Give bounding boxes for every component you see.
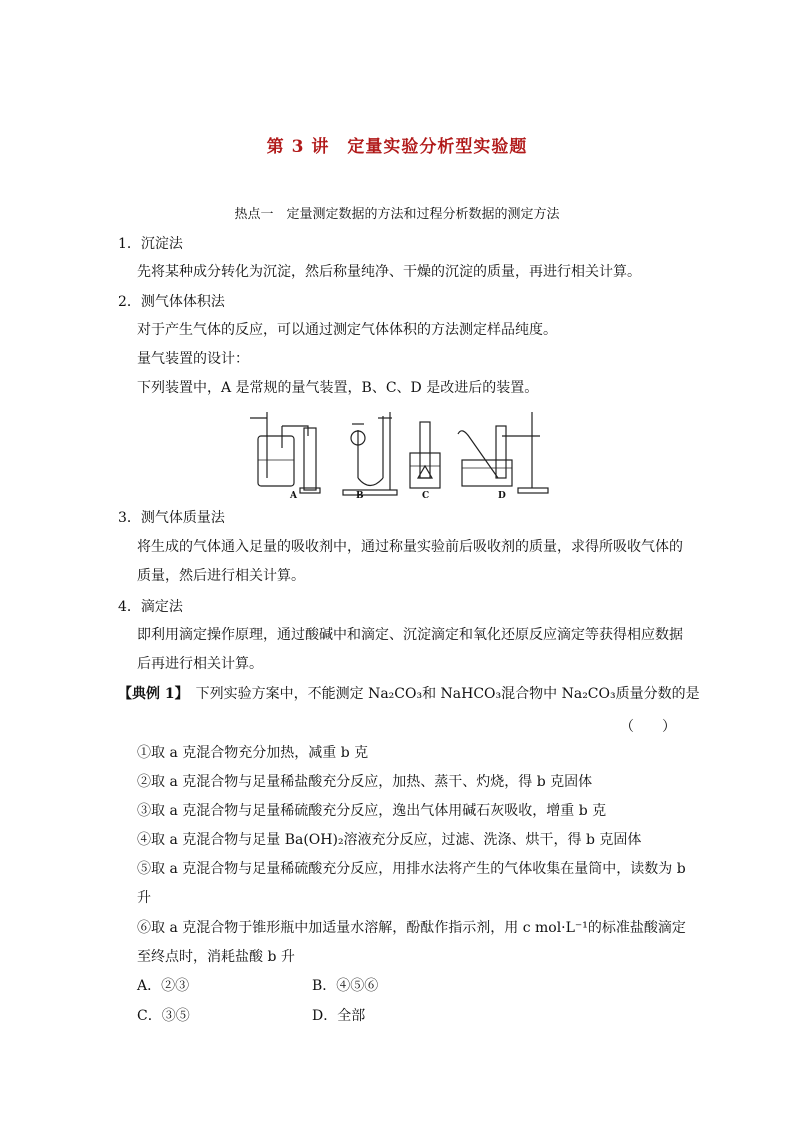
option-5-continued: 升 xyxy=(137,890,151,906)
choice-d: D．全部 xyxy=(312,1008,366,1024)
figure-label-c: C xyxy=(422,491,430,500)
text-gas-volume-3: 下列装置中，A 是常规的量气装置，B、C、D 是改进后的装置。 xyxy=(137,380,539,396)
answer-parentheses: （ ） xyxy=(620,719,676,735)
figure-label-a: A xyxy=(290,491,297,500)
gas-measurement-apparatus-figure xyxy=(240,408,560,500)
text-gas-volume-2: 量气装置的设计： xyxy=(137,351,249,367)
heading-gas-mass: 3．测气体质量法 xyxy=(118,510,225,526)
section-subtitle: 热点一 定量测定数据的方法和过程分析数据的测定方法 xyxy=(234,207,560,222)
example-question-text: 下列实验方案中，不能测定 Na₂CO₃和 NaHCO₃混合物中 Na₂CO₃质量分数的是 xyxy=(181,686,700,702)
text-gas-mass-2: 质量，然后进行相关计算。 xyxy=(137,568,305,584)
figure-label-d: D xyxy=(498,491,506,500)
option-6: ⑥取 a 克混合物于锥形瓶中加适量水溶解，酚酞作指示剂，用 c mol·L⁻¹的标准盐酸滴定 xyxy=(137,920,686,936)
option-1: ①取 a 克混合物充分加热，减重 b 克 xyxy=(137,745,369,761)
example-question xyxy=(118,684,700,704)
text-gas-mass-1: 将生成的气体通入足量的吸收剂中，通过称量实验前后吸收剂的质量，求得所吸收气体的 xyxy=(137,539,683,555)
text-titration-1: 即利用滴定操作原理，通过酸碱中和滴定、沉淀滴定和氧化还原反应滴定等获得相应数据 xyxy=(137,627,683,643)
option-5: ⑤取 a 克混合物与足量稀硫酸充分反应，用排水法将产生的气体收集在量筒中，读数为 b xyxy=(137,861,686,877)
text-titration-2: 后再进行相关计算。 xyxy=(137,656,263,672)
option-2: ②取 a 克混合物与足量稀盐酸充分反应，加热、蒸干、灼烧，得 b 克固体 xyxy=(137,774,593,790)
figure-label-b: B xyxy=(356,491,364,500)
example-tag: 【典例 1】 xyxy=(118,686,182,702)
choice-a: A．②③ xyxy=(137,978,190,994)
page-title: 第 3 讲 定量实验分析型实验题 xyxy=(266,137,528,157)
heading-gas-volume: 2．测气体体积法 xyxy=(118,294,225,310)
choice-c: C．③⑤ xyxy=(137,1008,190,1024)
text-precipitation: 先将某种成分转化为沉淀，然后称量纯净、干燥的沉淀的质量，再进行相关计算。 xyxy=(137,264,641,280)
option-3: ③取 a 克混合物与足量稀硫酸充分反应，逸出气体用碱石灰吸收，增重 b 克 xyxy=(137,803,607,819)
heading-precipitation: 1．沉淀法 xyxy=(118,236,183,252)
option-4: ④取 a 克混合物与足量 Ba(OH)₂溶液充分反应，过滤、洗涤、烘干，得 b 克固体 xyxy=(137,832,642,848)
heading-titration: 4．滴定法 xyxy=(118,599,183,615)
option-6-continued: 至终点时，消耗盐酸 b 升 xyxy=(137,949,295,965)
choice-b: B．④⑤⑥ xyxy=(312,978,379,994)
text-gas-volume-1: 对于产生气体的反应，可以通过测定气体体积的方法测定样品纯度。 xyxy=(137,322,557,338)
